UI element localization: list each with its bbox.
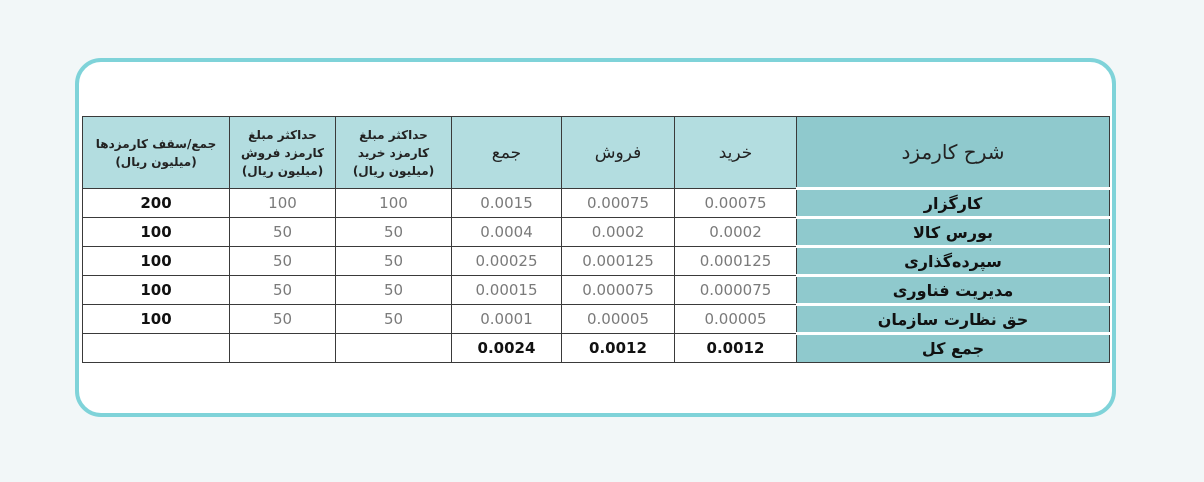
cell-max-sell: 50 [230, 305, 336, 334]
cell-max-buy: 50 [336, 276, 452, 305]
cell-buy: 0.00005 [675, 305, 797, 334]
cell-description: سپرده‌گذاری [797, 247, 1110, 276]
table-row [83, 189, 1110, 218]
total-sum: 0.0024 [452, 334, 562, 363]
cell-max-sell-empty [230, 334, 336, 363]
header-sell: فروش [562, 117, 675, 189]
cell-sum: 0.0004 [452, 218, 562, 247]
table-row [83, 276, 1110, 305]
cell-description: مدیریت فناوری [797, 276, 1110, 305]
header-max-sell-fee: حداکثر مبلغ کارمزد فروش (میلیون ریال) [230, 117, 336, 189]
cell-description: حق نظارت سازمان [797, 305, 1110, 334]
cell-description: بورس کالا [797, 218, 1110, 247]
cell-buy: 0.000075 [675, 276, 797, 305]
table-row [83, 305, 1110, 334]
cell-sum: 0.00015 [452, 276, 562, 305]
cell-max-buy: 100 [336, 189, 452, 218]
cell-cap: 100 [83, 305, 230, 334]
cell-sell: 0.000125 [562, 247, 675, 276]
cell-buy: 0.000125 [675, 247, 797, 276]
cell-max-sell: 50 [230, 218, 336, 247]
cell-description: کارگزار [797, 189, 1110, 218]
total-sell: 0.0012 [562, 334, 675, 363]
cell-max-buy: 50 [336, 218, 452, 247]
cell-buy: 0.0002 [675, 218, 797, 247]
cell-max-sell: 50 [230, 247, 336, 276]
cell-sell: 0.0002 [562, 218, 675, 247]
cell-sell: 0.000075 [562, 276, 675, 305]
header-fee-cap: جمع/سقف کارمزدها (میلیون ریال) [83, 117, 230, 189]
cell-cap: 100 [83, 276, 230, 305]
table-row [83, 218, 1110, 247]
cell-cap: 100 [83, 218, 230, 247]
cell-cap: 100 [83, 247, 230, 276]
cell-sum: 0.0001 [452, 305, 562, 334]
header-max-buy-fee: حداکثر مبلغ کارمزد خرید (میلیون ریال) [336, 117, 452, 189]
table-row [83, 247, 1110, 276]
cell-max-buy-empty [336, 334, 452, 363]
total-description: جمع کل [797, 334, 1110, 363]
table-header-row [83, 117, 1110, 189]
cell-max-sell: 50 [230, 276, 336, 305]
cell-max-sell: 100 [230, 189, 336, 218]
cell-max-buy: 50 [336, 305, 452, 334]
total-buy: 0.0012 [675, 334, 797, 363]
cell-cap-empty [83, 334, 230, 363]
cell-sell: 0.00005 [562, 305, 675, 334]
header-buy: خرید [675, 117, 797, 189]
fee-table [82, 116, 1110, 363]
header-description: شرح کارمزد [797, 117, 1110, 189]
cell-sum: 0.0015 [452, 189, 562, 218]
cell-sum: 0.00025 [452, 247, 562, 276]
cell-cap: 200 [83, 189, 230, 218]
cell-buy: 0.00075 [675, 189, 797, 218]
header-sum: جمع [452, 117, 562, 189]
cell-max-buy: 50 [336, 247, 452, 276]
table-total-row [83, 334, 1110, 363]
cell-sell: 0.00075 [562, 189, 675, 218]
